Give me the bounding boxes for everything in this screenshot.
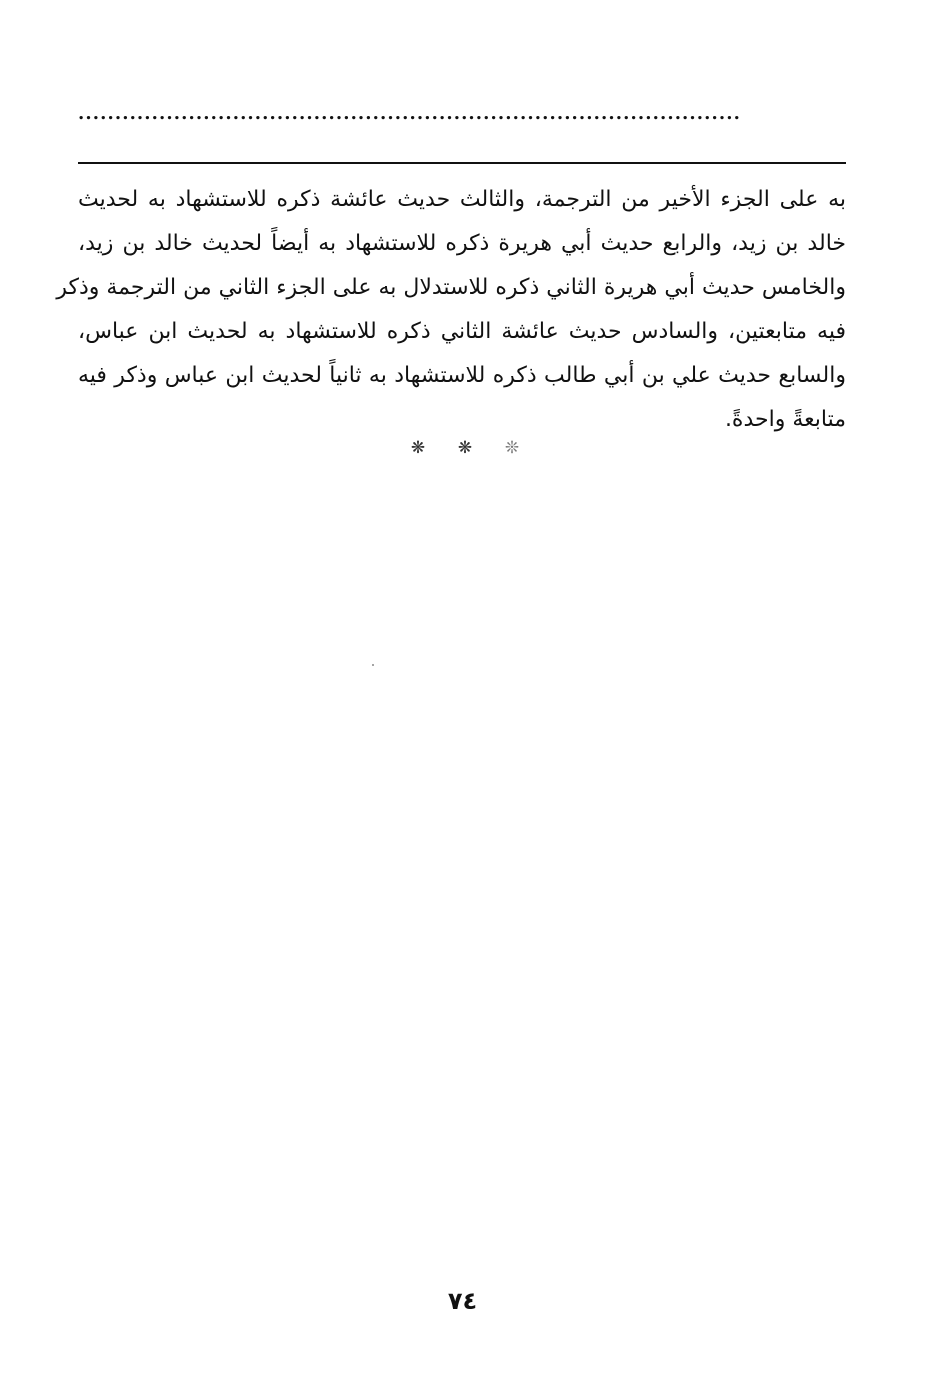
paragraph-line: فيه متابعتين، والسادس حديث عائشة الثاني ذكره للاستشهاد به لحديث ابن عباس، [78,319,846,344]
star-icon: ❋ [457,438,473,458]
paragraph-line: والسابع حديث علي بن أبي طالب ذكره للاستشهاد به ثانياً لحديث ابن عباس وذكر فيه [78,363,846,388]
paragraph-line: والخامس حديث أبي هريرة الثاني ذكره للاستدلال به على الجزء الثاني من الترجمة وذكر [56,275,846,300]
star-icon: ❋ [410,438,426,458]
section-divider [395,436,535,460]
paragraph [56,178,846,442]
star-icon: ❊ [504,438,520,458]
paragraph-line: خالد بن زيد، والرابع حديث أبي هريرة ذكره للاستشهاد به أيضاً لحديث خالد بن زيد، [78,231,846,256]
dotted-rule: .......................................................................................... [78,104,741,124]
scan-speck [372,664,374,666]
paragraph-line: متابعةً واحدةً. [724,407,846,432]
footnote-separator [78,162,846,164]
paragraph-line: به على الجزء الأخير من الترجمة، والثالث حديث عائشة ذكره للاستشهاد به لحديث [78,187,846,212]
page-number: ٧٤ [447,1287,478,1315]
